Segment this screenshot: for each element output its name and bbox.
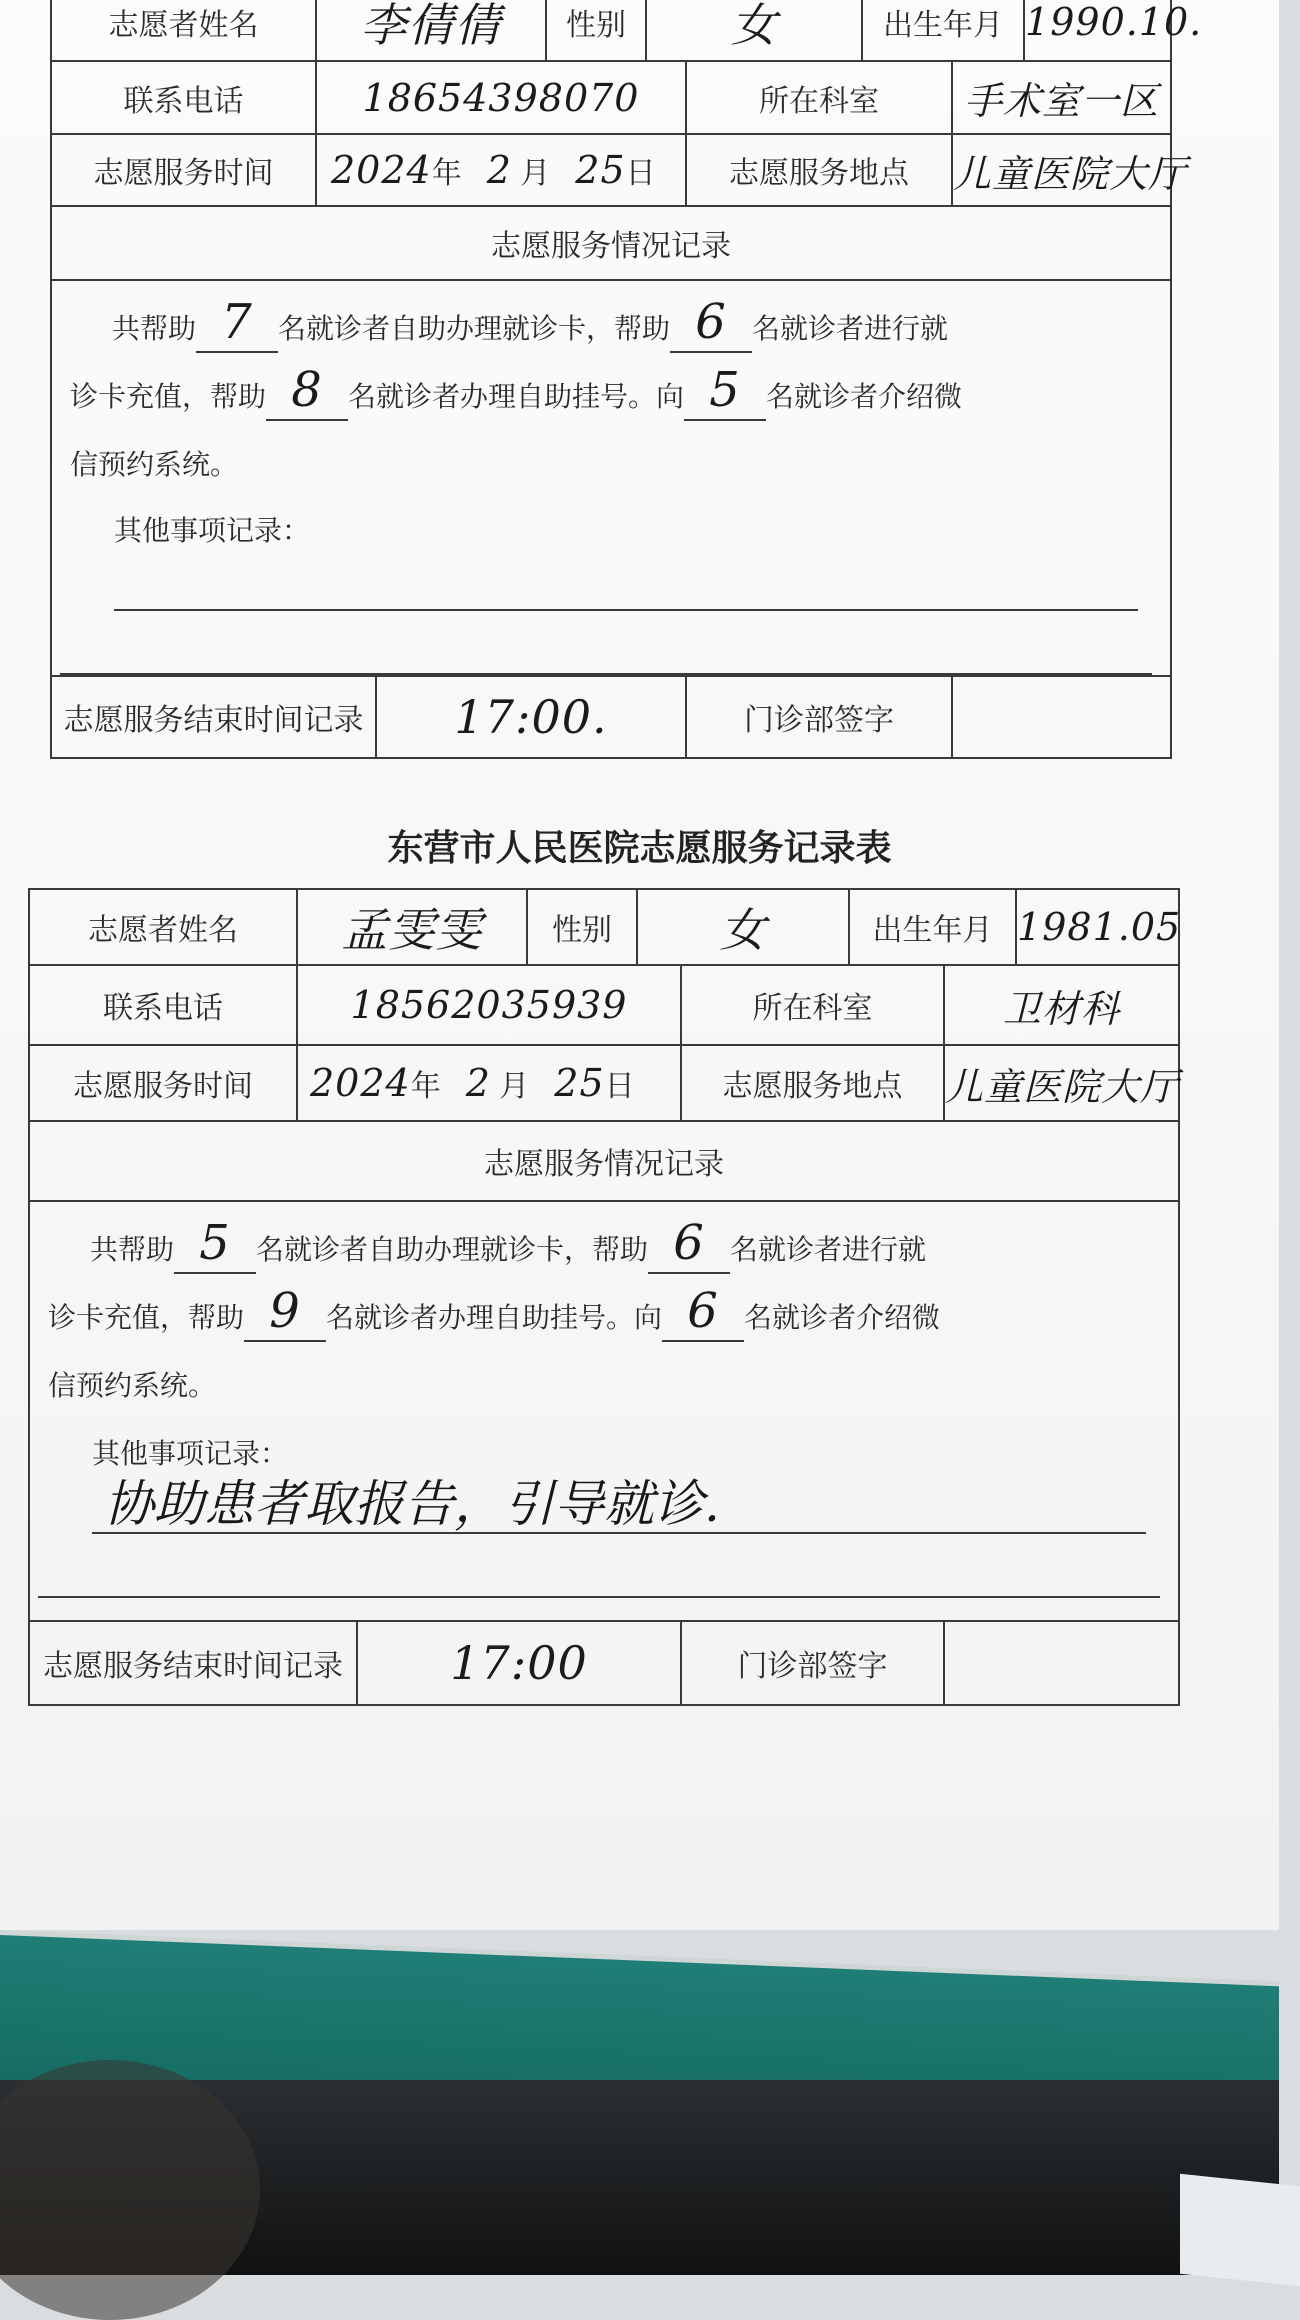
service-day: 25	[575, 148, 626, 192]
sign-field	[952, 676, 1171, 758]
birth-label: 出生年月	[849, 889, 1016, 965]
birth-label: 出生年月	[862, 0, 1024, 61]
birth-value: 1990.10.	[1025, 0, 1203, 44]
sign-label: 门诊部签字	[681, 1621, 944, 1705]
gender-label: 性别	[527, 889, 637, 965]
name-value: 孟雯雯	[341, 903, 483, 957]
birth-value: 1981.05	[1017, 905, 1182, 949]
service-place-value: 儿童医院大厅	[953, 151, 1188, 196]
record-body: 共帮助 5 名就诊者自助办理就诊卡，帮助 6 名就诊者进行就 诊卡充值，帮助 9 名就诊者办理自助挂号。向 6 名就诊者介绍微 信预约系统。 其他事项记录： 协助患者取报告，引导就诊.	[29, 1201, 1179, 1621]
year-unit: 年	[431, 157, 462, 190]
dept-value: 卫材科	[1003, 986, 1121, 1031]
year-unit: 年	[410, 1070, 441, 1103]
service-year: 2024	[331, 148, 432, 192]
record-body: 共帮助 7 名就诊者自助办理就诊卡，帮助 6 名就诊者进行就 诊卡充值，帮助 8 名就诊者办理自助挂号。向 5 名就诊者介绍微 信预约系统。 其他事项记录：	[51, 280, 1171, 676]
record-section-title: 志愿服务情况记录	[29, 1121, 1179, 1201]
month-unit: 月	[520, 157, 551, 190]
day-unit: 日	[625, 157, 656, 190]
name-value: 李倩倩	[360, 0, 502, 52]
sign-label: 门诊部签字	[686, 676, 952, 758]
sign-field	[944, 1621, 1179, 1705]
blank-cards: 5	[174, 1221, 256, 1274]
other-items-line	[114, 549, 1138, 611]
document-title: 东营市人民医院志愿服务记录表	[387, 828, 892, 868]
blank-register: 8	[266, 368, 348, 421]
service-day: 25	[554, 1061, 605, 1105]
dept-value: 手术室一区	[964, 79, 1160, 123]
end-time-value: 17:00.	[454, 690, 608, 744]
blank-wechat: 5	[684, 368, 766, 421]
service-month: 2	[465, 1061, 491, 1105]
dept-label: 所在科室	[686, 61, 952, 134]
blank-register: 9	[244, 1289, 326, 1342]
blank-wechat: 6	[662, 1289, 744, 1342]
end-time-label: 志愿服务结束时间记录	[29, 1621, 357, 1705]
day-unit: 日	[604, 1070, 635, 1103]
other-items-line-2	[38, 1534, 1160, 1598]
end-time-label: 志愿服务结束时间记录	[51, 676, 376, 758]
dept-label: 所在科室	[681, 965, 944, 1045]
phone-value: 18562035939	[350, 983, 628, 1027]
end-time-value: 17:00	[450, 1636, 588, 1690]
volunteer-form-1	[50, 0, 1203, 759]
blank-recharge: 6	[670, 300, 752, 353]
gender-label: 性别	[546, 0, 646, 61]
phone-label: 联系电话	[51, 61, 316, 134]
volunteer-form-2	[28, 888, 1180, 1706]
name-label: 志愿者姓名	[51, 0, 316, 61]
service-month: 2	[486, 148, 512, 192]
other-items-label: 其他事项记录：	[92, 1437, 289, 1470]
name-label: 志愿者姓名	[29, 889, 297, 965]
other-items-line	[92, 1472, 1146, 1534]
phone-value: 18654398070	[362, 75, 640, 120]
blank-cards: 7	[196, 300, 278, 353]
gender-value: 女	[719, 903, 767, 957]
other-items-label: 其他事项记录：	[114, 514, 311, 547]
blank-recharge: 6	[648, 1221, 730, 1274]
light-strip	[1180, 2174, 1300, 2287]
service-place-label: 志愿服务地点	[686, 134, 952, 206]
gender-value: 女	[730, 0, 778, 52]
record-section-title: 志愿服务情况记录	[51, 206, 1171, 280]
service-place-label: 志愿服务地点	[681, 1045, 944, 1121]
service-place-value: 儿童医院大厅	[945, 1064, 1180, 1109]
month-unit: 月	[499, 1070, 530, 1103]
service-time-label: 志愿服务时间	[51, 134, 316, 206]
other-items-value: 协助患者取报告，引导就诊.	[104, 1475, 720, 1533]
service-time-label: 志愿服务时间	[29, 1045, 297, 1121]
service-year: 2024	[310, 1061, 411, 1105]
phone-label: 联系电话	[29, 965, 297, 1045]
other-items-line-2	[60, 611, 1152, 675]
